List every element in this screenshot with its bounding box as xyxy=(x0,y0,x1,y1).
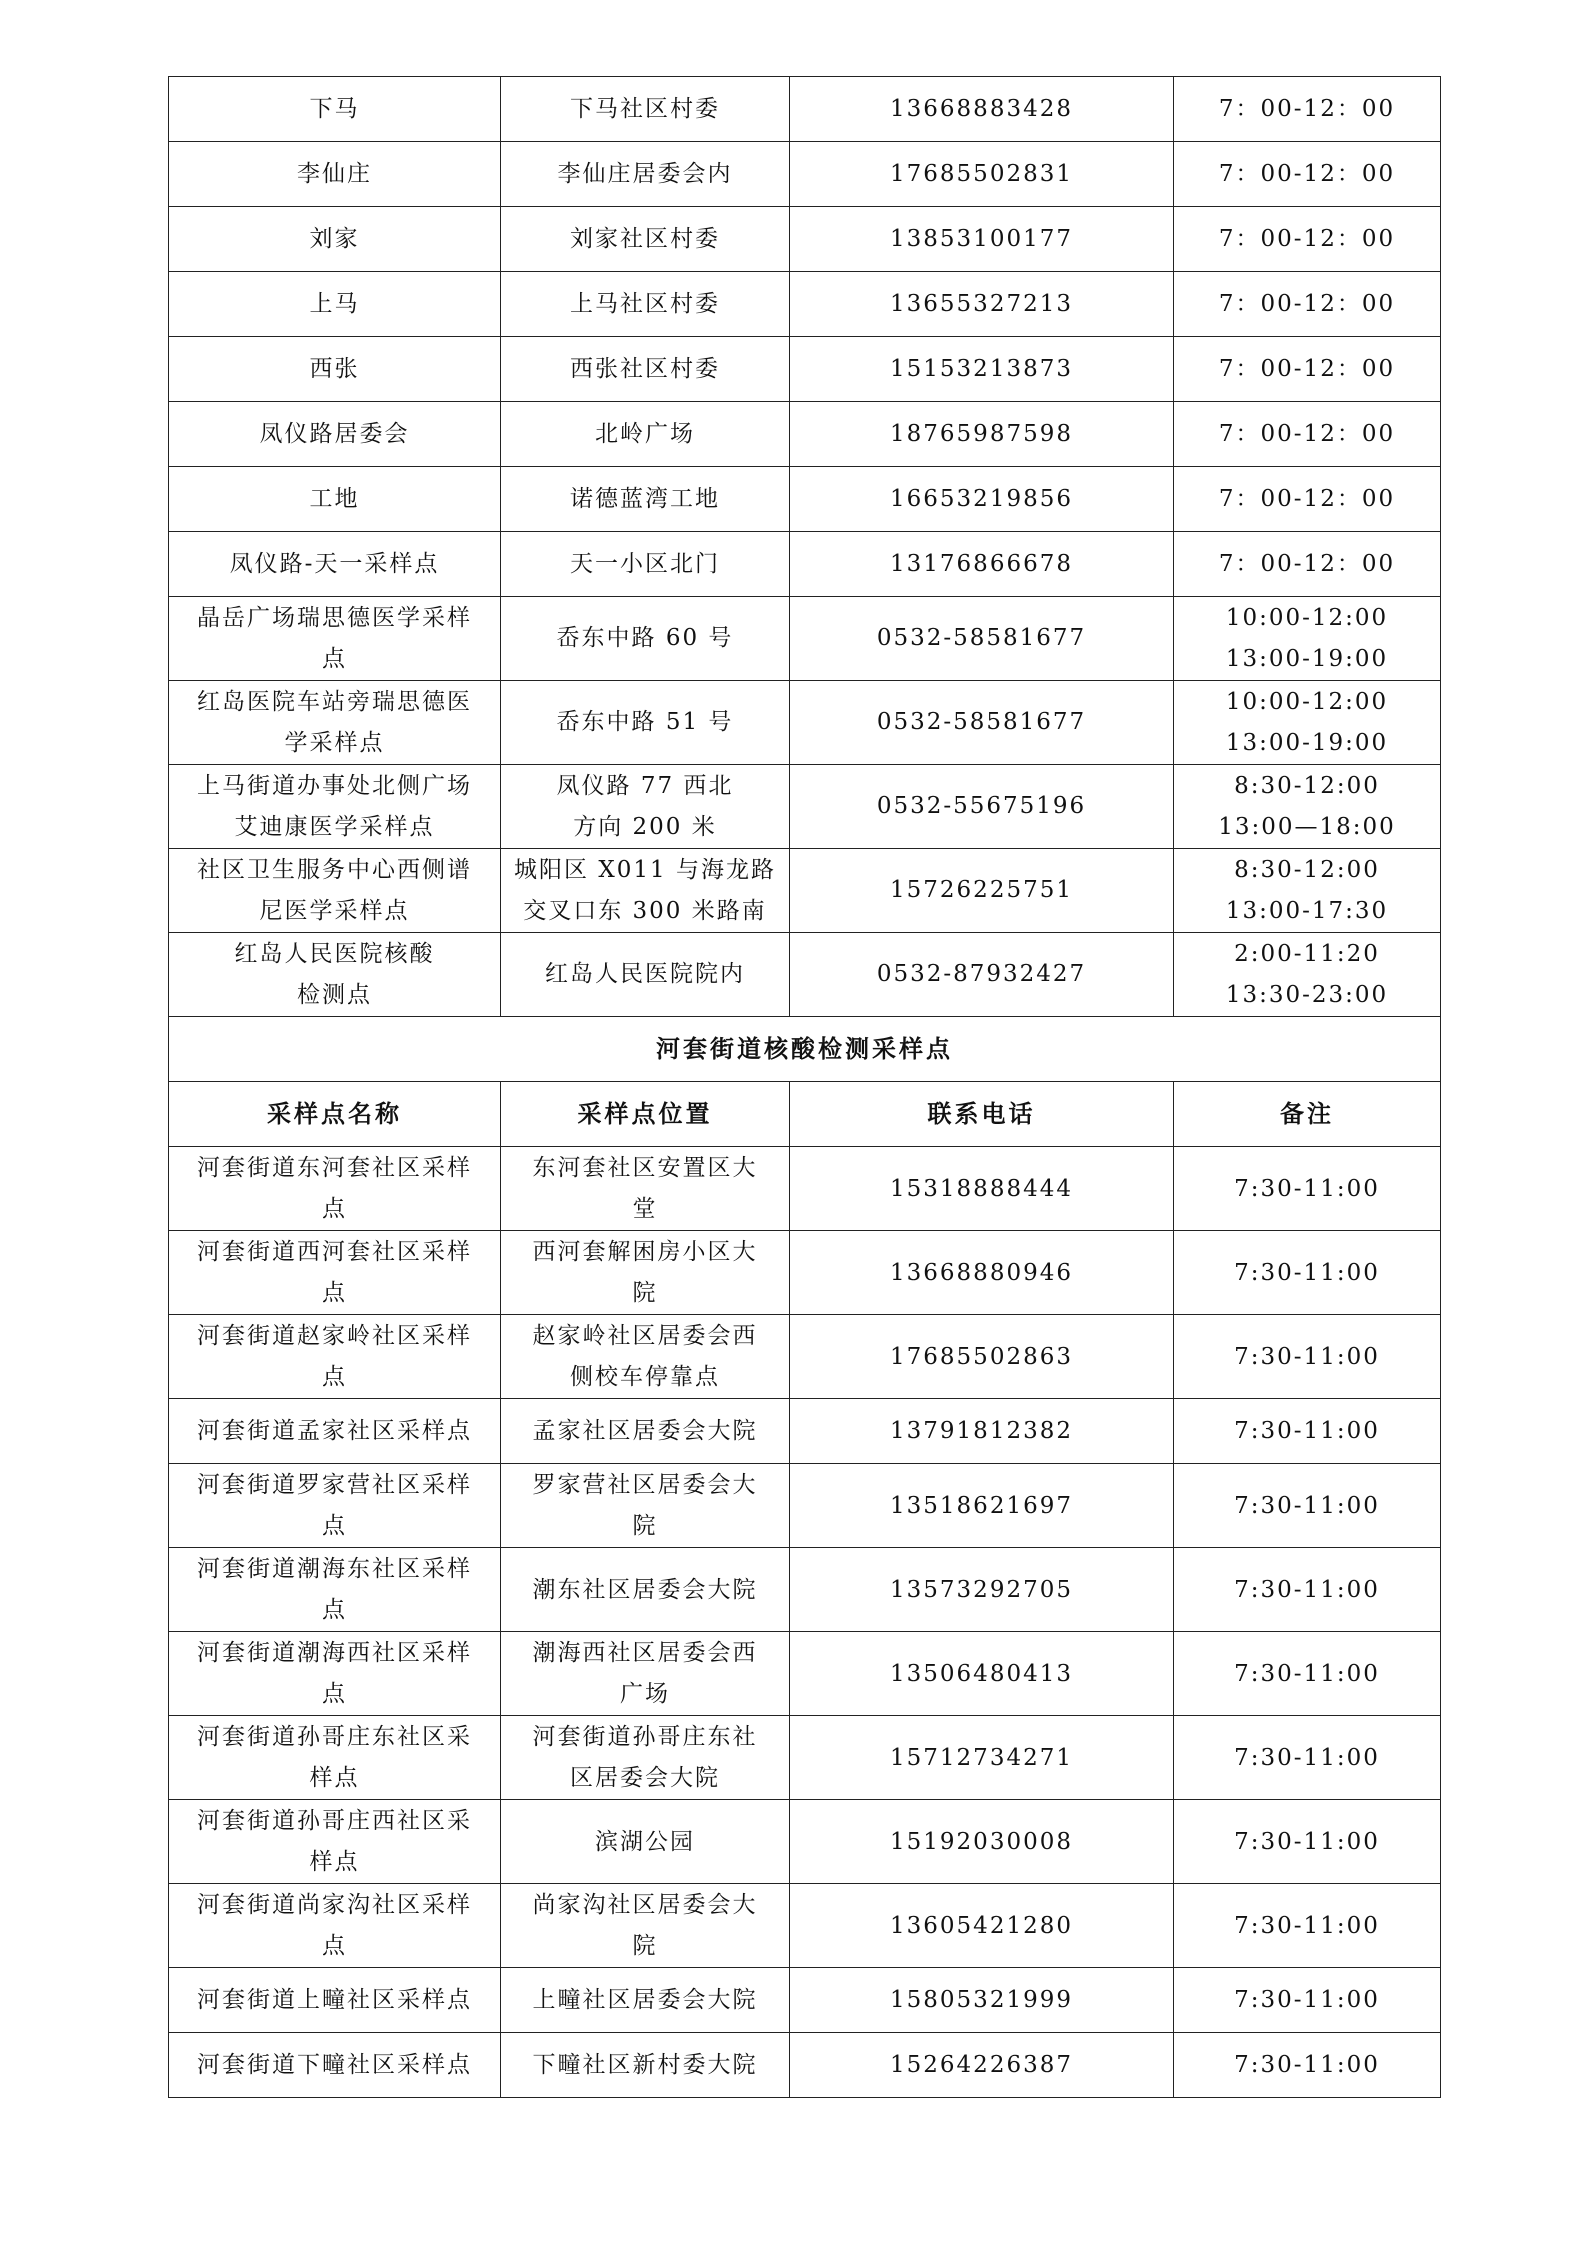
site-phone-cell: 13605421280 xyxy=(790,1884,1174,1968)
site-location-cell: 上疃社区居委会大院 xyxy=(501,1968,790,2033)
site-name-cell: 刘家 xyxy=(169,207,501,272)
site-phone-cell: 15264226387 xyxy=(790,2033,1174,2098)
table-row xyxy=(169,1315,1441,1399)
site-name-cell: 工地 xyxy=(169,467,501,532)
site-location-cell: 孟家社区居委会大院 xyxy=(501,1399,790,1464)
table-row xyxy=(169,597,1441,681)
site-phone-cell: 0532-58581677 xyxy=(790,681,1174,765)
site-location-cell: 城阳区 X011 与海龙路 交叉口东 300 米路南 xyxy=(501,849,790,933)
site-phone-cell: 13668880946 xyxy=(790,1231,1174,1315)
site-location-cell: 北岭广场 xyxy=(501,402,790,467)
table-row xyxy=(169,272,1441,337)
table-row xyxy=(169,532,1441,597)
site-location-cell: 诺德蓝湾工地 xyxy=(501,467,790,532)
table-row xyxy=(169,933,1441,1017)
column-header-phone: 联系电话 xyxy=(790,1082,1174,1147)
site-hours-cell: 8:30-12:00 13:00—18:00 xyxy=(1174,765,1441,849)
site-hours-cell: 7：00-12：00 xyxy=(1174,77,1441,142)
site-hours-cell: 7：00-12：00 xyxy=(1174,467,1441,532)
site-location-cell: 李仙庄居委会内 xyxy=(501,142,790,207)
table-row xyxy=(169,337,1441,402)
site-phone-cell: 13506480413 xyxy=(790,1632,1174,1716)
site-name-cell: 河套街道东河套社区采样 点 xyxy=(169,1147,501,1231)
site-hours-cell: 10:00-12:00 13:00-19:00 xyxy=(1174,681,1441,765)
site-phone-cell: 17685502831 xyxy=(790,142,1174,207)
table-row xyxy=(169,1884,1441,1968)
column-header-name: 采样点名称 xyxy=(169,1082,501,1147)
table-row xyxy=(169,77,1441,142)
table-row xyxy=(169,1399,1441,1464)
table-header-row xyxy=(169,1082,1441,1147)
site-name-cell: 西张 xyxy=(169,337,501,402)
site-location-cell: 上马社区村委 xyxy=(501,272,790,337)
table-row xyxy=(169,1800,1441,1884)
column-header-location: 采样点位置 xyxy=(501,1082,790,1147)
site-hours-cell: 7:30-11:00 xyxy=(1174,1632,1441,1716)
table-row xyxy=(169,1632,1441,1716)
site-name-cell: 下马 xyxy=(169,77,501,142)
site-name-cell: 晶岳广场瑞思德医学采样 点 xyxy=(169,597,501,681)
site-phone-cell: 13853100177 xyxy=(790,207,1174,272)
site-hours-cell: 7:30-11:00 xyxy=(1174,1231,1441,1315)
site-location-cell: 东河套社区安置区大 堂 xyxy=(501,1147,790,1231)
site-name-cell: 红岛医院车站旁瑞思德医 学采样点 xyxy=(169,681,501,765)
section-title: 河套街道核酸检测采样点 xyxy=(169,1017,1441,1082)
site-location-cell: 岙东中路 51 号 xyxy=(501,681,790,765)
site-phone-cell: 15805321999 xyxy=(790,1968,1174,2033)
site-name-cell: 凤仪路-天一采样点 xyxy=(169,532,501,597)
site-phone-cell: 13668883428 xyxy=(790,77,1174,142)
site-phone-cell: 15318888444 xyxy=(790,1147,1174,1231)
site-phone-cell: 15192030008 xyxy=(790,1800,1174,1884)
site-hours-cell: 2:00-11:20 13:30-23:00 xyxy=(1174,933,1441,1017)
site-hours-cell: 7:30-11:00 xyxy=(1174,1548,1441,1632)
site-phone-cell: 0532-87932427 xyxy=(790,933,1174,1017)
table-row xyxy=(169,467,1441,532)
sampling-sites-table xyxy=(168,76,1441,2098)
site-location-cell: 岙东中路 60 号 xyxy=(501,597,790,681)
table-row xyxy=(169,1231,1441,1315)
site-phone-cell: 13176866678 xyxy=(790,532,1174,597)
site-name-cell: 河套街道西河套社区采样 点 xyxy=(169,1231,501,1315)
site-hours-cell: 7:30-11:00 xyxy=(1174,1968,1441,2033)
site-hours-cell: 7：00-12：00 xyxy=(1174,272,1441,337)
site-phone-cell: 15726225751 xyxy=(790,849,1174,933)
site-location-cell: 西河套解困房小区大 院 xyxy=(501,1231,790,1315)
site-phone-cell: 13655327213 xyxy=(790,272,1174,337)
site-phone-cell: 13791812382 xyxy=(790,1399,1174,1464)
site-hours-cell: 7：00-12：00 xyxy=(1174,142,1441,207)
site-location-cell: 红岛人民医院院内 xyxy=(501,933,790,1017)
site-location-cell: 河套街道孙哥庄东社 区居委会大院 xyxy=(501,1716,790,1800)
site-hours-cell: 7:30-11:00 xyxy=(1174,2033,1441,2098)
site-location-cell: 天一小区北门 xyxy=(501,532,790,597)
site-location-cell: 罗家营社区居委会大 院 xyxy=(501,1464,790,1548)
site-location-cell: 西张社区村委 xyxy=(501,337,790,402)
site-hours-cell: 7:30-11:00 xyxy=(1174,1399,1441,1464)
site-hours-cell: 7:30-11:00 xyxy=(1174,1147,1441,1231)
table-row xyxy=(169,1716,1441,1800)
site-location-cell: 下马社区村委 xyxy=(501,77,790,142)
site-hours-cell: 7:30-11:00 xyxy=(1174,1716,1441,1800)
site-name-cell: 河套街道孙哥庄西社区采 样点 xyxy=(169,1800,501,1884)
site-name-cell: 河套街道下疃社区采样点 xyxy=(169,2033,501,2098)
site-hours-cell: 7：00-12：00 xyxy=(1174,532,1441,597)
site-phone-cell: 13573292705 xyxy=(790,1548,1174,1632)
table-row xyxy=(169,765,1441,849)
site-hours-cell: 7:30-11:00 xyxy=(1174,1800,1441,1884)
table-row xyxy=(169,2033,1441,2098)
site-phone-cell: 15712734271 xyxy=(790,1716,1174,1800)
site-name-cell: 河套街道孙哥庄东社区采 样点 xyxy=(169,1716,501,1800)
site-name-cell: 红岛人民医院核酸 检测点 xyxy=(169,933,501,1017)
site-hours-cell: 7：00-12：00 xyxy=(1174,337,1441,402)
table-row xyxy=(169,142,1441,207)
site-name-cell: 河套街道尚家沟社区采样 点 xyxy=(169,1884,501,1968)
site-hours-cell: 7：00-12：00 xyxy=(1174,207,1441,272)
site-location-cell: 刘家社区村委 xyxy=(501,207,790,272)
site-name-cell: 河套街道赵家岭社区采样 点 xyxy=(169,1315,501,1399)
site-name-cell: 河套街道罗家营社区采样 点 xyxy=(169,1464,501,1548)
site-name-cell: 上马 xyxy=(169,272,501,337)
table-row xyxy=(169,402,1441,467)
site-hours-cell: 7:30-11:00 xyxy=(1174,1884,1441,1968)
site-phone-cell: 15153213873 xyxy=(790,337,1174,402)
section-title-row xyxy=(169,1017,1441,1082)
site-name-cell: 上马街道办事处北侧广场 艾迪康医学采样点 xyxy=(169,765,501,849)
site-name-cell: 河套街道孟家社区采样点 xyxy=(169,1399,501,1464)
site-hours-cell: 10:00-12:00 13:00-19:00 xyxy=(1174,597,1441,681)
table-row xyxy=(169,1548,1441,1632)
site-location-cell: 滨湖公园 xyxy=(501,1800,790,1884)
site-phone-cell: 16653219856 xyxy=(790,467,1174,532)
site-phone-cell: 18765987598 xyxy=(790,402,1174,467)
table-row xyxy=(169,1147,1441,1231)
table-row xyxy=(169,1968,1441,2033)
site-hours-cell: 7:30-11:00 xyxy=(1174,1464,1441,1548)
site-location-cell: 潮海西社区居委会西 广场 xyxy=(501,1632,790,1716)
site-phone-cell: 17685502863 xyxy=(790,1315,1174,1399)
site-name-cell: 河套街道上疃社区采样点 xyxy=(169,1968,501,2033)
site-location-cell: 潮东社区居委会大院 xyxy=(501,1548,790,1632)
site-location-cell: 赵家岭社区居委会西 侧校车停靠点 xyxy=(501,1315,790,1399)
table-row xyxy=(169,681,1441,765)
site-name-cell: 社区卫生服务中心西侧谱 尼医学采样点 xyxy=(169,849,501,933)
column-header-note: 备注 xyxy=(1174,1082,1441,1147)
site-hours-cell: 7:30-11:00 xyxy=(1174,1315,1441,1399)
site-phone-cell: 0532-58581677 xyxy=(790,597,1174,681)
site-location-cell: 尚家沟社区居委会大 院 xyxy=(501,1884,790,1968)
site-phone-cell: 13518621697 xyxy=(790,1464,1174,1548)
site-name-cell: 李仙庄 xyxy=(169,142,501,207)
site-hours-cell: 7：00-12：00 xyxy=(1174,402,1441,467)
table-row xyxy=(169,1464,1441,1548)
site-name-cell: 凤仪路居委会 xyxy=(169,402,501,467)
site-hours-cell: 8:30-12:00 13:00-17:30 xyxy=(1174,849,1441,933)
site-phone-cell: 0532-55675196 xyxy=(790,765,1174,849)
site-location-cell: 凤仪路 77 西北 方向 200 米 xyxy=(501,765,790,849)
site-name-cell: 河套街道潮海东社区采样 点 xyxy=(169,1548,501,1632)
site-name-cell: 河套街道潮海西社区采样 点 xyxy=(169,1632,501,1716)
site-location-cell: 下疃社区新村委大院 xyxy=(501,2033,790,2098)
table-row xyxy=(169,849,1441,933)
table-row xyxy=(169,207,1441,272)
